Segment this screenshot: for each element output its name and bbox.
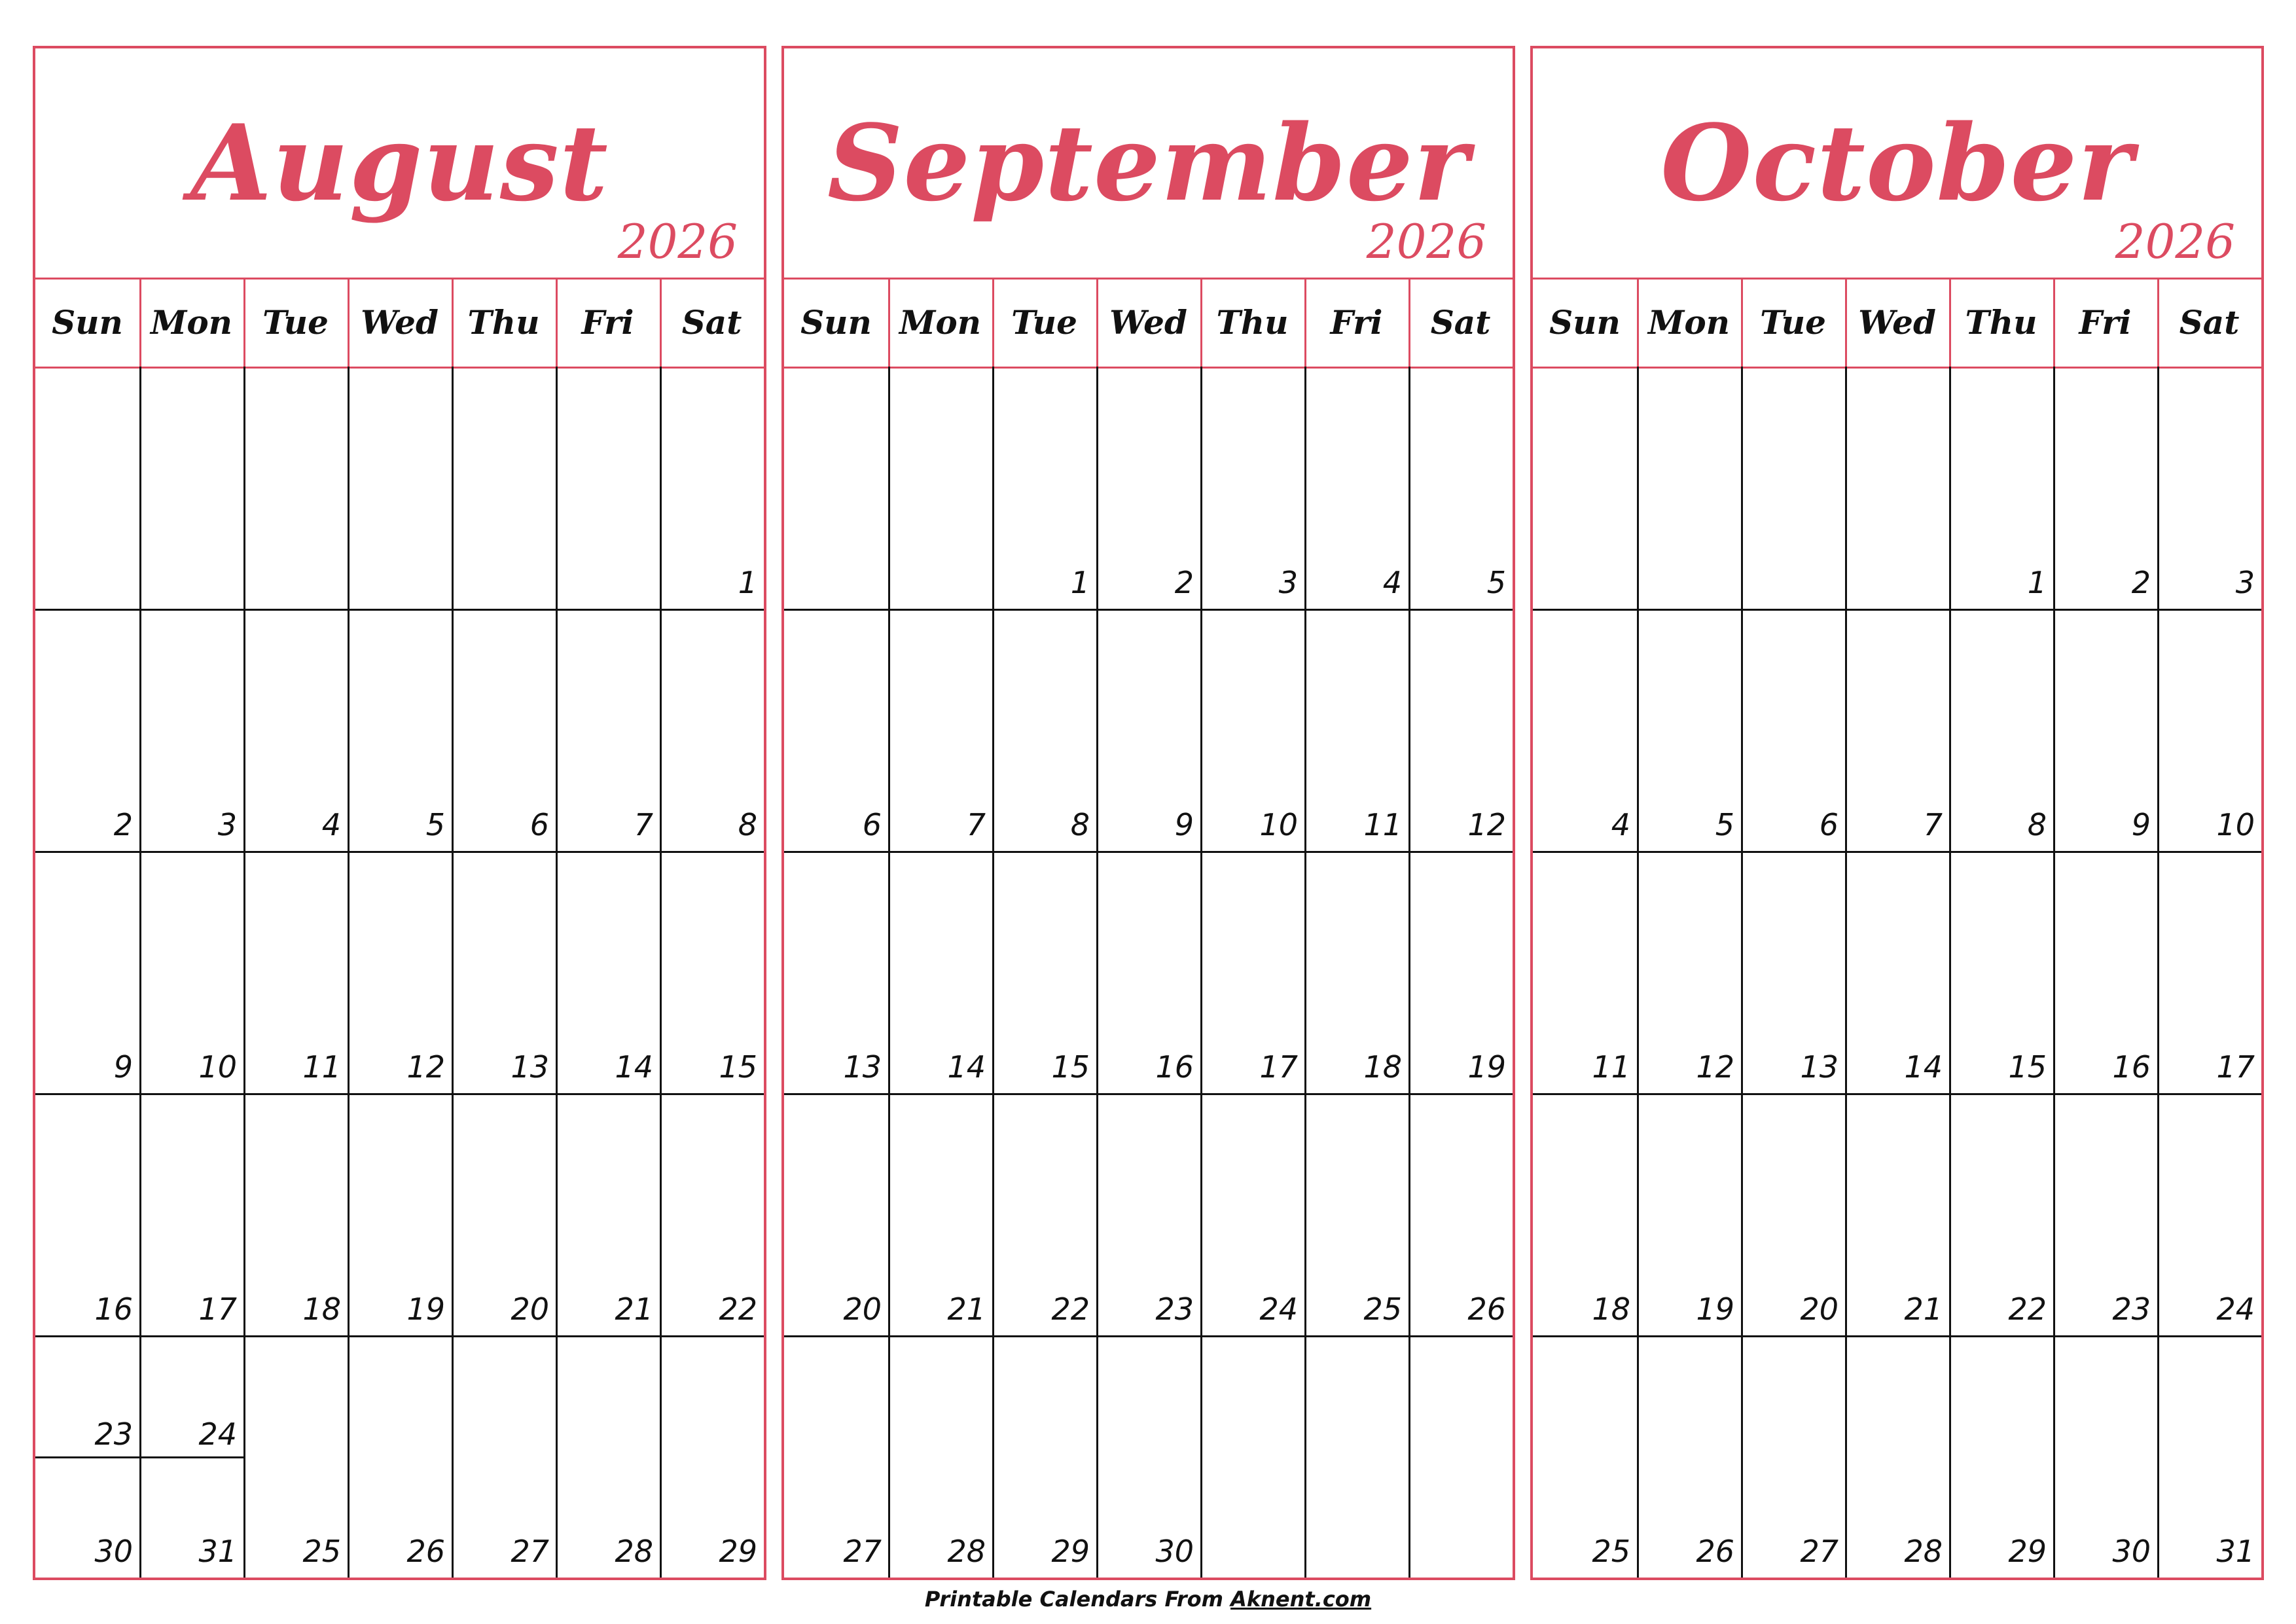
weekday-label: Sun bbox=[800, 302, 872, 342]
day-number[interactable]: 22 bbox=[719, 1291, 757, 1327]
column-divider bbox=[1304, 367, 1306, 1578]
day-number[interactable]: 23 bbox=[1155, 1291, 1194, 1327]
header-column-divider bbox=[452, 278, 454, 367]
header-bottom-line bbox=[1533, 367, 2261, 369]
calendar-grid bbox=[35, 278, 764, 1578]
month-year: 2026 bbox=[2115, 214, 2235, 269]
day-number[interactable]: 23 bbox=[94, 1416, 133, 1452]
column-divider bbox=[1200, 367, 1202, 1578]
header-column-divider bbox=[1408, 278, 1410, 367]
day-number[interactable]: 4 bbox=[1611, 807, 1630, 842]
day-number[interactable]: 29 bbox=[719, 1534, 757, 1569]
day-number[interactable]: 30 bbox=[94, 1534, 133, 1569]
weekday-label: Sun bbox=[1549, 302, 1621, 342]
day-number[interactable]: 28 bbox=[1904, 1534, 1943, 1569]
weekday-label: Sat bbox=[2179, 302, 2240, 342]
weekday-label: Fri bbox=[1330, 302, 1383, 342]
row-divider bbox=[35, 1335, 764, 1337]
day-number[interactable]: 7 bbox=[634, 807, 653, 842]
weekday-label: Tue bbox=[262, 302, 329, 342]
header-column-divider bbox=[1741, 278, 1743, 367]
day-number[interactable]: 17 bbox=[2216, 1049, 2255, 1085]
day-number[interactable]: 5 bbox=[425, 807, 445, 842]
day-number[interactable]: 9 bbox=[1174, 807, 1194, 842]
day-number[interactable]: 15 bbox=[2008, 1049, 2047, 1085]
row-divider bbox=[35, 1093, 764, 1095]
day-number[interactable]: 29 bbox=[1051, 1534, 1090, 1569]
day-number[interactable]: 2 bbox=[113, 807, 133, 842]
day-number[interactable]: 13 bbox=[511, 1049, 549, 1085]
column-divider bbox=[348, 367, 350, 1578]
day-number[interactable]: 8 bbox=[2027, 807, 2047, 842]
weekday-label: Tue bbox=[1760, 302, 1826, 342]
day-number[interactable]: 16 bbox=[1155, 1049, 1194, 1085]
day-number[interactable]: 4 bbox=[1382, 565, 1402, 600]
day-number[interactable]: 25 bbox=[302, 1534, 341, 1569]
day-number[interactable]: 13 bbox=[843, 1049, 882, 1085]
weekday-label: Thu bbox=[467, 302, 540, 342]
day-number[interactable]: 21 bbox=[947, 1291, 986, 1327]
weekday-label: Sat bbox=[1430, 302, 1491, 342]
day-number[interactable]: 20 bbox=[1800, 1291, 1839, 1327]
column-divider bbox=[888, 367, 890, 1578]
split-cell-divider bbox=[35, 1456, 243, 1458]
day-number[interactable]: 26 bbox=[406, 1534, 445, 1569]
header-column-divider bbox=[2157, 278, 2159, 367]
day-number[interactable]: 12 bbox=[406, 1049, 445, 1085]
month-year: 2026 bbox=[617, 214, 738, 269]
row-divider bbox=[1533, 609, 2261, 611]
month-year: 2026 bbox=[1366, 214, 1486, 269]
weekday-label: Fri bbox=[581, 302, 634, 342]
day-number[interactable]: 17 bbox=[198, 1291, 237, 1327]
weekday-label: Fri bbox=[2079, 302, 2132, 342]
day-number[interactable]: 20 bbox=[843, 1291, 882, 1327]
row-divider bbox=[784, 1093, 1513, 1095]
day-number[interactable]: 12 bbox=[1696, 1049, 1734, 1085]
day-number[interactable]: 7 bbox=[1923, 807, 1943, 842]
calendar-grid bbox=[784, 278, 1513, 1578]
header-column-divider bbox=[2053, 278, 2055, 367]
header-column-divider bbox=[1200, 278, 1202, 367]
day-number[interactable]: 23 bbox=[2112, 1291, 2151, 1327]
month-panel-september bbox=[781, 46, 1515, 1580]
day-number[interactable]: 16 bbox=[2112, 1049, 2151, 1085]
row-divider bbox=[1533, 1335, 2261, 1337]
day-number[interactable]: 9 bbox=[2131, 807, 2151, 842]
column-divider bbox=[1096, 367, 1098, 1578]
day-number[interactable]: 12 bbox=[1467, 807, 1506, 842]
header-column-divider bbox=[1845, 278, 1847, 367]
day-number[interactable]: 7 bbox=[966, 807, 986, 842]
row-divider bbox=[35, 609, 764, 611]
column-divider bbox=[452, 367, 454, 1578]
header-column-divider bbox=[1949, 278, 1951, 367]
month-panel-august bbox=[33, 46, 766, 1580]
day-number[interactable]: 6 bbox=[529, 807, 549, 842]
day-number[interactable]: 10 bbox=[2216, 807, 2255, 842]
day-number[interactable]: 13 bbox=[1800, 1049, 1839, 1085]
column-divider bbox=[2157, 367, 2159, 1578]
day-number[interactable]: 26 bbox=[1467, 1291, 1506, 1327]
weekday-label: Tue bbox=[1011, 302, 1077, 342]
day-number[interactable]: 3 bbox=[1278, 565, 1298, 600]
header-column-divider bbox=[556, 278, 558, 367]
day-number[interactable]: 30 bbox=[1155, 1534, 1194, 1569]
day-number[interactable]: 27 bbox=[1800, 1534, 1839, 1569]
day-number[interactable]: 15 bbox=[719, 1049, 757, 1085]
day-number[interactable]: 20 bbox=[511, 1291, 549, 1327]
column-divider bbox=[1949, 367, 1951, 1578]
weekday-label: Thu bbox=[1216, 302, 1289, 342]
column-divider bbox=[243, 367, 245, 1578]
header-column-divider bbox=[243, 278, 245, 367]
footer-link[interactable]: Aknent.com bbox=[1230, 1587, 1372, 1612]
row-divider bbox=[35, 851, 764, 853]
weekday-label: Mon bbox=[150, 302, 233, 342]
day-number[interactable]: 21 bbox=[1904, 1291, 1943, 1327]
header-column-divider bbox=[888, 278, 890, 367]
header-bottom-line bbox=[35, 367, 764, 369]
day-number[interactable]: 25 bbox=[1363, 1291, 1402, 1327]
day-number[interactable]: 4 bbox=[321, 807, 341, 842]
header-column-divider bbox=[139, 278, 141, 367]
day-number[interactable]: 2 bbox=[2131, 565, 2151, 600]
weekday-label: Mon bbox=[1647, 302, 1731, 342]
column-divider bbox=[1408, 367, 1410, 1578]
day-number[interactable]: 5 bbox=[1486, 565, 1506, 600]
header-column-divider bbox=[1096, 278, 1098, 367]
day-number[interactable]: 16 bbox=[94, 1291, 133, 1327]
day-number[interactable]: 25 bbox=[1592, 1534, 1630, 1569]
day-number[interactable]: 26 bbox=[1696, 1534, 1734, 1569]
day-number[interactable]: 11 bbox=[1592, 1049, 1630, 1085]
row-divider bbox=[1533, 851, 2261, 853]
month-panel-october bbox=[1530, 46, 2264, 1580]
column-divider bbox=[1741, 367, 1743, 1578]
header-column-divider bbox=[348, 278, 350, 367]
day-number[interactable]: 9 bbox=[113, 1049, 133, 1085]
day-number[interactable]: 6 bbox=[862, 807, 882, 842]
day-number[interactable]: 28 bbox=[615, 1534, 653, 1569]
header-column-divider bbox=[660, 278, 662, 367]
row-divider bbox=[784, 1335, 1513, 1337]
weekday-label: Wed bbox=[1109, 302, 1187, 342]
day-number[interactable]: 22 bbox=[2008, 1291, 2047, 1327]
day-number[interactable]: 31 bbox=[2216, 1534, 2255, 1569]
header-column-divider bbox=[1637, 278, 1639, 367]
day-number[interactable]: 31 bbox=[198, 1534, 237, 1569]
day-number[interactable]: 6 bbox=[1819, 807, 1839, 842]
day-number[interactable]: 19 bbox=[1696, 1291, 1734, 1327]
day-number[interactable]: 8 bbox=[1070, 807, 1090, 842]
day-number[interactable]: 24 bbox=[1259, 1291, 1298, 1327]
weekday-label: Thu bbox=[1965, 302, 2037, 342]
day-number[interactable]: 10 bbox=[1259, 807, 1298, 842]
row-divider bbox=[784, 609, 1513, 611]
column-divider bbox=[139, 367, 141, 1578]
day-number[interactable]: 3 bbox=[2235, 565, 2255, 600]
day-number[interactable]: 19 bbox=[406, 1291, 445, 1327]
day-number[interactable]: 17 bbox=[1259, 1049, 1298, 1085]
month-title: August bbox=[190, 101, 609, 225]
day-number[interactable]: 22 bbox=[1051, 1291, 1090, 1327]
day-number[interactable]: 29 bbox=[2008, 1534, 2047, 1569]
month-title: September bbox=[827, 101, 1470, 225]
column-divider bbox=[2053, 367, 2055, 1578]
header-column-divider bbox=[1304, 278, 1306, 367]
day-number[interactable]: 2 bbox=[1174, 565, 1194, 600]
column-divider bbox=[1637, 367, 1639, 1578]
day-number[interactable]: 15 bbox=[1051, 1049, 1090, 1085]
weekday-label: Sat bbox=[681, 302, 742, 342]
column-divider bbox=[660, 367, 662, 1578]
month-title: October bbox=[1660, 101, 2134, 225]
day-number[interactable]: 14 bbox=[1904, 1049, 1943, 1085]
day-number[interactable]: 10 bbox=[198, 1049, 237, 1085]
day-number[interactable]: 21 bbox=[615, 1291, 653, 1327]
footer-text: Printable Calendars From bbox=[924, 1587, 1231, 1612]
day-number[interactable]: 1 bbox=[2027, 565, 2047, 600]
footer-credit bbox=[0, 1587, 2296, 1612]
row-divider bbox=[784, 851, 1513, 853]
header-column-divider bbox=[992, 278, 994, 367]
day-number[interactable]: 24 bbox=[198, 1416, 237, 1452]
day-number[interactable]: 27 bbox=[843, 1534, 882, 1569]
day-number[interactable]: 18 bbox=[302, 1291, 341, 1327]
day-number[interactable]: 28 bbox=[947, 1534, 986, 1569]
day-number[interactable]: 27 bbox=[511, 1534, 549, 1569]
day-number[interactable]: 18 bbox=[1592, 1291, 1630, 1327]
weekday-label: Wed bbox=[361, 302, 439, 342]
day-number[interactable]: 1 bbox=[738, 565, 757, 600]
calendar-grid bbox=[1533, 278, 2261, 1578]
day-number[interactable]: 14 bbox=[947, 1049, 986, 1085]
weekday-label: Sun bbox=[52, 302, 123, 342]
day-number[interactable]: 11 bbox=[1363, 807, 1402, 842]
day-number[interactable]: 3 bbox=[217, 807, 237, 842]
row-divider bbox=[1533, 1093, 2261, 1095]
weekday-label: Mon bbox=[899, 302, 982, 342]
weekday-label: Wed bbox=[1858, 302, 1936, 342]
header-bottom-line bbox=[784, 367, 1513, 369]
column-divider bbox=[556, 367, 558, 1578]
day-number[interactable]: 1 bbox=[1070, 565, 1090, 600]
day-number[interactable]: 30 bbox=[2112, 1534, 2151, 1569]
column-divider bbox=[1845, 367, 1847, 1578]
column-divider bbox=[992, 367, 994, 1578]
day-number[interactable]: 8 bbox=[738, 807, 757, 842]
day-number[interactable]: 5 bbox=[1715, 807, 1734, 842]
day-number[interactable]: 14 bbox=[615, 1049, 653, 1085]
day-number[interactable]: 18 bbox=[1363, 1049, 1402, 1085]
day-number[interactable]: 24 bbox=[2216, 1291, 2255, 1327]
day-number[interactable]: 11 bbox=[302, 1049, 341, 1085]
day-number[interactable]: 19 bbox=[1467, 1049, 1506, 1085]
